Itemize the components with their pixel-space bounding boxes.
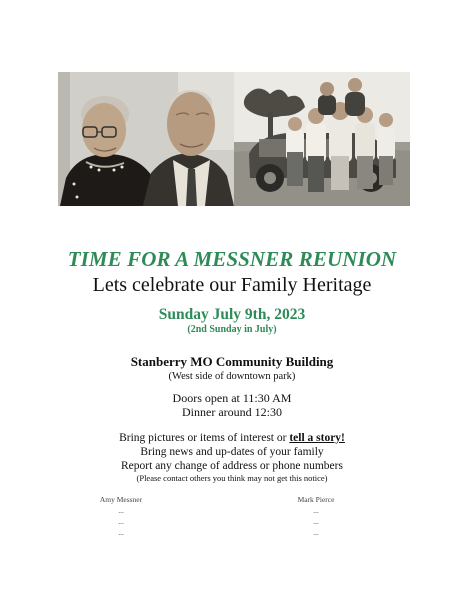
photo-banner: [58, 72, 410, 206]
left-photo-elderly-couple: [58, 72, 234, 206]
contact-left-line-3: ...: [118, 528, 124, 537]
contact-left-line-1: ...: [118, 506, 124, 515]
right-photo-children-and-car: [234, 72, 410, 206]
contact-left-line-2: ...: [118, 517, 124, 526]
bring-items-line: [0, 431, 464, 445]
venue-note: (West side of downtown park): [168, 371, 296, 382]
contact-section: [0, 494, 464, 542]
photo-banner-image: [58, 72, 410, 206]
event-date: Sunday July 9th, 2023: [158, 306, 306, 323]
dinner-time: Dinner around 12:30: [182, 405, 282, 419]
family-news-line: Bring news and up-dates of your family: [140, 446, 324, 458]
doors-open-time: Doors open at 11:30 AM: [172, 391, 292, 405]
reunion-flyer: [0, 248, 464, 483]
contact-left-name: Amy Messner: [99, 495, 143, 504]
contact-update-line: Report any change of address or phone numbers: [121, 460, 343, 472]
contact-right: [271, 494, 361, 538]
contact-others-note: (Please contact others you think may not get this notice): [136, 473, 328, 483]
contact-right-line-1: ...: [313, 506, 319, 515]
contact-right-line-2: ...: [313, 517, 319, 526]
reunion-headline: TIME FOR A MESSNER REUNION: [67, 247, 397, 271]
bring-items-text: Bring pictures or items of interest or: [119, 432, 290, 444]
contact-right-line-3: ...: [313, 528, 319, 537]
venue-name: Stanberry MO Community Building: [130, 354, 334, 369]
heritage-subheadline: Lets celebrate our Family Heritage: [92, 274, 372, 296]
event-date-note: (2nd Sunday in July): [187, 324, 277, 335]
contact-right-name: Mark Pierce: [297, 495, 335, 504]
tell-a-story-link[interactable]: tell a story!: [289, 432, 345, 444]
contact-left: [76, 494, 166, 538]
